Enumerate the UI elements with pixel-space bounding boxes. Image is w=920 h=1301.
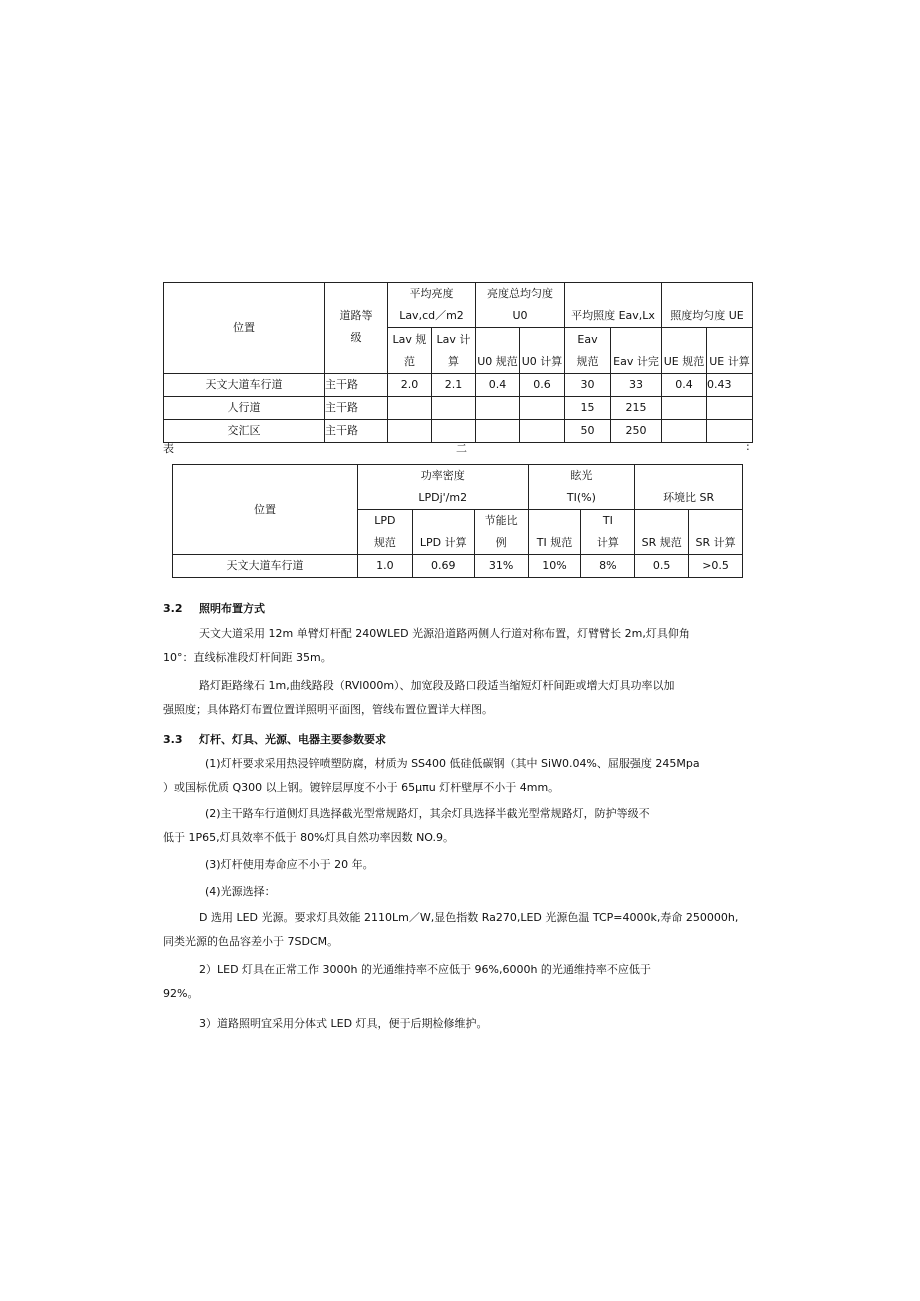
cell-saving: 31% <box>474 555 528 578</box>
cell-position: 人行道 <box>164 397 325 420</box>
cell-ue-std <box>662 420 707 443</box>
cell-grade: 主干路 <box>325 397 388 420</box>
energy-glare-table <box>172 464 743 578</box>
paragraph-3-2-2: 路灯距路缘石 1m,曲线路段（RVl000m）、加宽段及路口段适当缩短灯杆间距或增大灯具功率以加 强照度；具体路灯布置位置详照明平面图，管线布置位置详大样图。 <box>163 679 675 716</box>
cell-position: 天文大道车行道 <box>164 374 325 397</box>
table-row <box>164 397 753 420</box>
header-lav-std: Lav 规 范 <box>388 328 432 374</box>
header-eav-std: Eav 规范 <box>565 328 611 374</box>
cell-lav-std <box>388 420 432 443</box>
header-lpd-std: LPD 规范 <box>357 510 412 555</box>
header-eav-calc: Eav 计完 <box>611 328 662 374</box>
section-title: 灯杆、灯具、光源、电器主要参数要求 <box>199 733 386 746</box>
cell-u0-std <box>476 420 520 443</box>
cell-position: 交汇区 <box>164 420 325 443</box>
header-lpd: 功率密度 LPDj'/m2 <box>357 465 528 510</box>
cell-lav-std <box>388 397 432 420</box>
header-saving: 节能比 例 <box>474 510 528 555</box>
cell-ue-calc: 0.43 <box>707 374 753 397</box>
section-heading-3-3 <box>163 731 386 747</box>
header-sr-calc: SR 计算 <box>689 510 743 555</box>
cell-u0-calc <box>520 420 565 443</box>
header-lav: 平均亮度 Lav,cd／m2 <box>388 283 476 328</box>
header-ue: 照度均匀度 UE <box>662 283 753 328</box>
cell-eav-calc: 33 <box>611 374 662 397</box>
header-glare: 眩光 TI(%) <box>528 465 635 510</box>
table-row <box>173 555 743 578</box>
cell-lav-calc: 2.1 <box>432 374 476 397</box>
cell-position: 天文大道车行道 <box>173 555 358 578</box>
cell-u0-calc <box>520 397 565 420</box>
header-lpd-calc: LPD 计算 <box>412 510 474 555</box>
table-caption-number: 二 <box>456 442 467 455</box>
cell-eav-std: 30 <box>565 374 611 397</box>
table-caption-label: 表 <box>163 442 174 455</box>
cell-ti-std: 10% <box>528 555 581 578</box>
paragraph-3-2-1: 天文大道采用 12m 单臂灯杆配 240WLED 光源沿道路两侧人行道对称布置，灯臂臂长 2m,灯具仰角 10°：直线标准段灯杆间距 35m。 <box>163 627 690 664</box>
paragraph-3-3-2: (2)主干路车行道侧灯具选择截光型常规路灯，其余灯具选择半截光型常规路灯，防护等级不 低于 1P65,灯具效率不低于 80%灯具自然功率因数 NO.9。 <box>163 807 650 844</box>
cell-lav-calc <box>432 397 476 420</box>
cell-lav-calc <box>432 420 476 443</box>
cell-eav-calc: 215 <box>611 397 662 420</box>
paragraph-3-3-7: 3）道路照明宜采用分体式 LED 灯具，便于后期检修维护。 <box>199 1017 488 1030</box>
cell-eav-std: 50 <box>565 420 611 443</box>
header-sr: 环境比 SR <box>635 465 743 510</box>
section-number: 3.2 <box>163 602 183 615</box>
paragraph-3-3-4: (4)光源选择： <box>205 885 276 898</box>
section-heading-3-2 <box>163 600 265 616</box>
cell-lav-std: 2.0 <box>388 374 432 397</box>
cell-u0-std: 0.4 <box>476 374 520 397</box>
header-u0: 亮度总均匀度 U0 <box>476 283 565 328</box>
header-sr-std: SR 规范 <box>635 510 689 555</box>
header-eav: 平均照度 Eav,Lx <box>565 283 662 328</box>
cell-ue-std <box>662 397 707 420</box>
cell-grade: 主干路 <box>325 374 388 397</box>
header-position: 位置 <box>164 283 325 374</box>
cell-grade: 主干路 <box>325 420 388 443</box>
paragraph-3-3-5: D 选用 LED 光源。要求灯具效能 2110Lm／W,显色指数 Ra270,LED 光源色温 TCP=4000k,寿命 250000h, 同类光源的色品容差小于 7SDCM。 <box>163 911 739 948</box>
table-row <box>164 374 753 397</box>
cell-ti-calc: 8% <box>581 555 635 578</box>
cell-eav-calc: 250 <box>611 420 662 443</box>
paragraph-3-3-1: (1)灯杆要求采用热浸锌喷塑防腐，材质为 SS400 低硅低碳钢（其中 SiW0.04%、屈服强度 245Mpa ）或国标优质 Q300 以上钢。镀锌层厚度不小于 65μπu 灯杆壁厚不小于 4mm。 <box>163 757 700 794</box>
paragraph-3-3-6: 2）LED 灯具在正常工作 3000h 的光通维持率不应低于 96%,6000h 的光通维持率不应低于 92%。 <box>163 963 651 1000</box>
header-ue-calc: UE 计算 <box>707 328 753 374</box>
cell-eav-std: 15 <box>565 397 611 420</box>
cell-ue-calc <box>707 397 753 420</box>
section-number: 3.3 <box>163 733 183 746</box>
table-caption-colon: : <box>746 440 750 453</box>
header-road-grade: 道路等 级 <box>325 283 388 374</box>
header-u0-calc: U0 计算 <box>520 328 565 374</box>
cell-lpd-calc: 0.69 <box>412 555 474 578</box>
header-position: 位置 <box>173 465 358 555</box>
section-title: 照明布置方式 <box>199 602 265 615</box>
header-u0-std: U0 规范 <box>476 328 520 374</box>
header-lav-calc: Lav 计 算 <box>432 328 476 374</box>
header-ti-std: TI 规范 <box>528 510 581 555</box>
cell-ue-std: 0.4 <box>662 374 707 397</box>
cell-u0-calc: 0.6 <box>520 374 565 397</box>
cell-lpd-std: 1.0 <box>357 555 412 578</box>
cell-sr-calc: >0.5 <box>689 555 743 578</box>
cell-u0-std <box>476 397 520 420</box>
paragraph-3-3-3: (3)灯杆使用寿命应不小于 20 年。 <box>205 858 374 871</box>
cell-sr-std: 0.5 <box>635 555 689 578</box>
header-ue-std: UE 规范 <box>662 328 707 374</box>
lighting-quality-table <box>163 282 753 443</box>
header-ti-calc: TI 计算 <box>581 510 635 555</box>
